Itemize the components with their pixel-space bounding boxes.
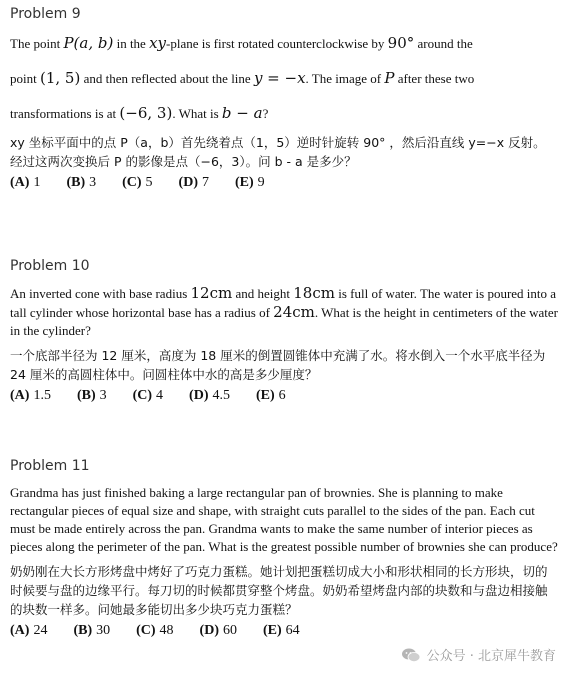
choice-b: (B) 3: [66, 175, 97, 190]
problem-text-zh: 一个底部半径为 12 厘米，高度为 18 厘米的倒置圆锥体中充满了水。将水倒入一个水平底半径为 24 厘米的高圆柱体中。问圆柱体中水的高是多少厘度？: [10, 348, 546, 382]
choice-c: (C) 5: [122, 175, 153, 190]
choice-b: (B) 3: [76, 388, 107, 403]
choice-a: (A) 24: [10, 623, 48, 638]
problem-text-zh: 奶奶刚在大长方形烤盘中烤好了巧克力蛋糕。她计划把蛋糕切成大小和形状相同的长方形块，切的时候要与盘的边缘平行。每刀切的时候都贯穿整个烤盘。奶奶希望烤盘内部的块数和与盘边相接触的块数一样多。问她最多能切出多少块巧克力蛋糕？: [10, 564, 548, 617]
choice-c: (C) 48: [136, 623, 174, 638]
choice-e: (E) 6: [255, 388, 286, 403]
answer-choices: [10, 623, 558, 639]
choice-c: (C) 4: [132, 388, 164, 403]
answer-choices: [10, 175, 558, 191]
problem-text-en: The point P(a, b) in the xy-plane is first rotated counterclockwise by 90° around the point (1, 5) and then reflected about the line y = −x. The image of P after these two transformations is at (−6, 3). What is b − a?: [10, 34, 475, 122]
choice-a: (A) 1: [10, 175, 41, 190]
choice-d: (D) 4.5: [189, 388, 230, 403]
answer-choices: [10, 388, 558, 404]
problem-title: Problem 9: [10, 6, 81, 22]
problem-10: [10, 258, 558, 404]
problem-text-en: An inverted cone with base radius 12cm and height 18cm is full of water. The water is poured into a tall cylinder whose horizontal base has a radius of 24cm. What is the height in centimeters of the water in the cylinder?: [10, 284, 558, 338]
problem-text-zh: xy 坐标平面中的点 P（a，b）首先绕着点（1，5）逆时针旋转 90° ，然后沿直线 y=−x 反射。经过这两次变换后 P 的影像是点（−6，3）。问 b - a 是多少？: [10, 135, 546, 169]
choice-d: (D) 60: [199, 623, 237, 638]
problem-11: [10, 458, 558, 639]
watermark: [401, 645, 556, 664]
watermark-text: 公众号 · 北京犀牛教育: [426, 649, 556, 664]
choice-d: (D) 7: [178, 175, 209, 190]
choice-a: (A) 1.5: [10, 388, 51, 403]
problem-text-en: Grandma has just finished baking a large rectangular pan of brownies. She is planning to make rectangular pieces of equal size and shape, with straight cuts parallel to the sides of the pan. Each cut must be made entirely across the pan. Grandma wants to make the same number of interior pieces as pieces along the perimeter of the pan. What is the greatest possible number of brownies she can produce?: [10, 485, 558, 554]
problem-9: [10, 6, 558, 191]
choice-b: (B) 30: [73, 623, 111, 638]
wechat-icon: [401, 647, 421, 663]
choice-e: (E) 64: [262, 623, 300, 638]
problem-title: Problem 11: [10, 458, 90, 474]
choice-e: (E) 9: [234, 175, 265, 190]
problem-title: Problem 10: [10, 258, 90, 274]
